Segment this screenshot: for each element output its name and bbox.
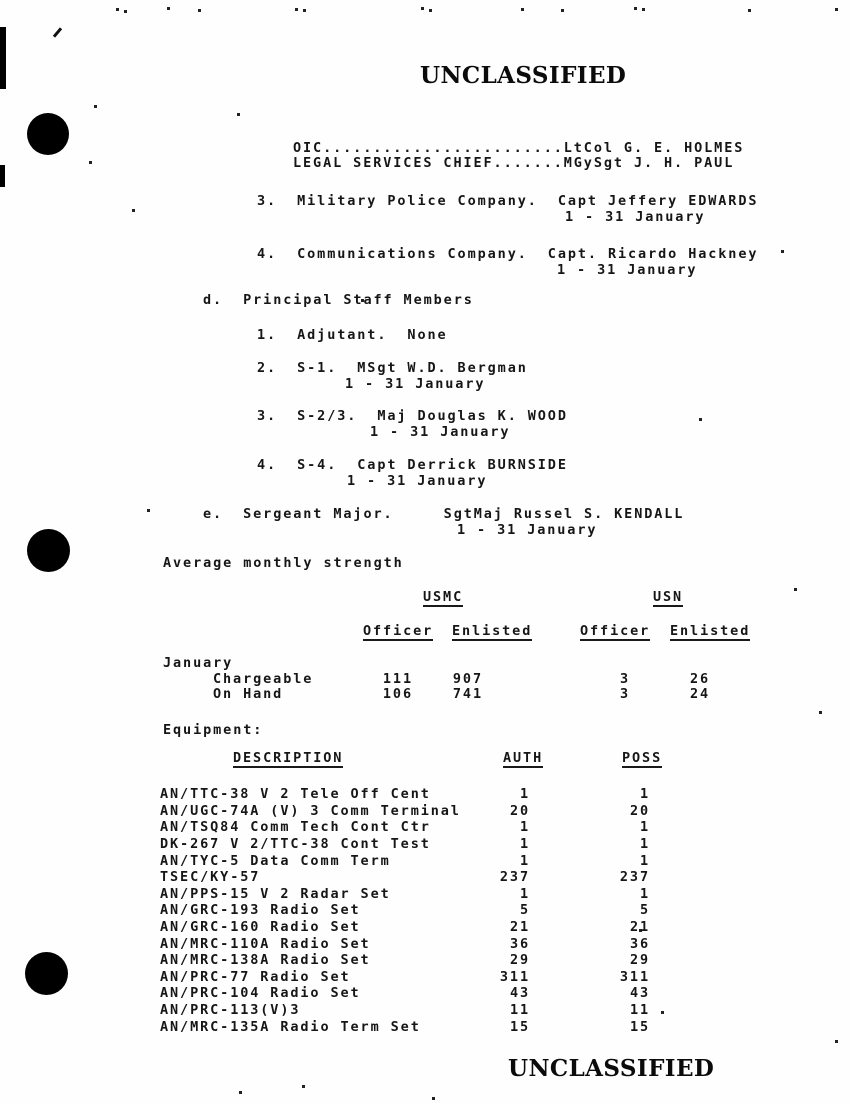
equipment-desc: DK-267 V 2/TTC-38 Cont Test [160, 836, 431, 852]
equipment-poss: 237 [619, 869, 650, 885]
equipment-auth: 29 [509, 952, 530, 968]
equipment-desc: AN/PRC-104 Radio Set [160, 985, 361, 1001]
equipment-desc: AN/PPS-15 V 2 Radar Set [160, 886, 391, 902]
equipment-desc: AN/MRC-135A Radio Term Set [160, 1019, 421, 1035]
hole-punch-dot [27, 529, 70, 572]
equipment-poss: 11 [629, 1002, 650, 1018]
hole-punch-dot [27, 113, 69, 155]
s1-line: 2. S-1. MSgt W.D. Bergman [257, 360, 528, 376]
usn-group-header: USN [653, 589, 684, 605]
equipment-poss: 1 [639, 786, 650, 802]
equipment-auth: 1 [519, 853, 530, 869]
equipment-auth: 1 [519, 836, 530, 852]
strength-cell: 741 [452, 686, 483, 702]
strength-cell: 111 [382, 671, 413, 687]
equipment-desc: AN/GRC-160 Radio Set [160, 919, 361, 935]
communications-company-dates: 1 - 31 January [557, 262, 698, 278]
equipment-poss: 1 [639, 819, 650, 835]
scan-mark [53, 27, 62, 37]
auth-column-header: AUTH [503, 750, 544, 766]
usn-officer-header: Officer [580, 623, 651, 639]
equipment-poss: 29 [629, 952, 650, 968]
equipment-auth: 11 [509, 1002, 530, 1018]
usn-enlisted-header: Enlisted [670, 623, 751, 639]
strength-cell: 3 [619, 686, 630, 702]
usmc-officer-header: Officer [363, 623, 434, 639]
s2-3-line: 3. S-2/3. Maj Douglas K. WOOD [257, 408, 568, 424]
equipment-auth: 237 [499, 869, 530, 885]
equipment-poss: 311 [619, 969, 650, 985]
strength-cell: 3 [619, 671, 630, 687]
equipment-auth: 15 [509, 1019, 530, 1035]
equipment-auth: 1 [519, 819, 530, 835]
usmc-group-header: USMC [423, 589, 464, 605]
strength-cell: 24 [689, 686, 710, 702]
adjutant-line: 1. Adjutant. None [257, 327, 448, 343]
equipment-desc: AN/TSQ84 Comm Tech Cont Ctr [160, 819, 431, 835]
s4-line: 4. S-4. Capt Derrick BURNSIDE [257, 457, 568, 473]
oic-line: OIC........................LtCol G. E. HOLMES [293, 140, 745, 156]
communications-company-line: 4. Communications Company. Capt. Ricardo Hackney [257, 246, 759, 262]
equipment-desc: AN/MRC-138A Radio Set [160, 952, 371, 968]
equipment-auth: 43 [509, 985, 530, 1001]
equipment-auth: 5 [519, 902, 530, 918]
strength-cell: 26 [689, 671, 710, 687]
hole-punch-dot [25, 952, 68, 995]
equipment-desc: AN/TTC-38 V 2 Tele Off Cent [160, 786, 431, 802]
s4-dates: 1 - 31 January [347, 473, 488, 489]
scan-edge-bar [0, 27, 6, 89]
classification-footer: UNCLASSIFIED [508, 1055, 715, 1082]
equipment-desc: TSEC/KY-57 [160, 869, 261, 885]
equipment-auth: 1 [519, 786, 530, 802]
scan-edge-bar [0, 165, 5, 187]
s2-3-dates: 1 - 31 January [370, 424, 511, 440]
strength-heading: Average monthly strength [163, 555, 404, 571]
equipment-desc: AN/UGC-74A (V) 3 Comm Terminal [160, 803, 461, 819]
strength-cell: 907 [452, 671, 483, 687]
equipment-desc: AN/TYC-5 Data Comm Term [160, 853, 391, 869]
equipment-poss: 15 [629, 1019, 650, 1035]
strength-cell: 106 [382, 686, 413, 702]
principal-staff-heading: d. Principal Staff Members [203, 292, 474, 308]
strength-row-label: Chargeable [213, 671, 314, 687]
equipment-auth: 311 [499, 969, 530, 985]
equipment-poss: 1 [639, 853, 650, 869]
equipment-auth: 1 [519, 886, 530, 902]
equipment-auth: 21 [509, 919, 530, 935]
equipment-auth: 36 [509, 936, 530, 952]
sergeant-major-dates: 1 - 31 January [457, 522, 598, 538]
military-police-company-line: 3. Military Police Company. Capt Jeffery EDWARDS [257, 193, 759, 209]
military-police-company-dates: 1 - 31 January [565, 209, 706, 225]
classification-header: UNCLASSIFIED [420, 62, 627, 89]
equipment-poss: 20 [629, 803, 650, 819]
equipment-poss: 1 [639, 886, 650, 902]
equipment-poss: 21 [629, 919, 650, 935]
equipment-desc: AN/MRC-110A Radio Set [160, 936, 371, 952]
month-label: January [163, 655, 234, 671]
equipment-poss: 43 [629, 985, 650, 1001]
equipment-poss: 5 [639, 902, 650, 918]
strength-row-label: On Hand [213, 686, 284, 702]
s1-dates: 1 - 31 January [345, 376, 486, 392]
equipment-auth: 20 [509, 803, 530, 819]
equipment-desc: AN/PRC-113(V)3 [160, 1002, 301, 1018]
legal-services-chief-line: LEGAL SERVICES CHIEF.......MGySgt J. H. PAUL [293, 155, 735, 171]
equipment-poss: 1 [639, 836, 650, 852]
equipment-heading: Equipment: [163, 722, 264, 738]
sergeant-major-line: e. Sergeant Major. SgtMaj Russel S. KENDALL [203, 506, 685, 522]
description-column-header: DESCRIPTION [233, 750, 344, 766]
equipment-poss: 36 [629, 936, 650, 952]
equipment-desc: AN/GRC-193 Radio Set [160, 902, 361, 918]
equipment-desc: AN/PRC-77 Radio Set [160, 969, 351, 985]
usmc-enlisted-header: Enlisted [452, 623, 533, 639]
poss-column-header: POSS [622, 750, 663, 766]
scan-noise [0, 0, 1, 1]
